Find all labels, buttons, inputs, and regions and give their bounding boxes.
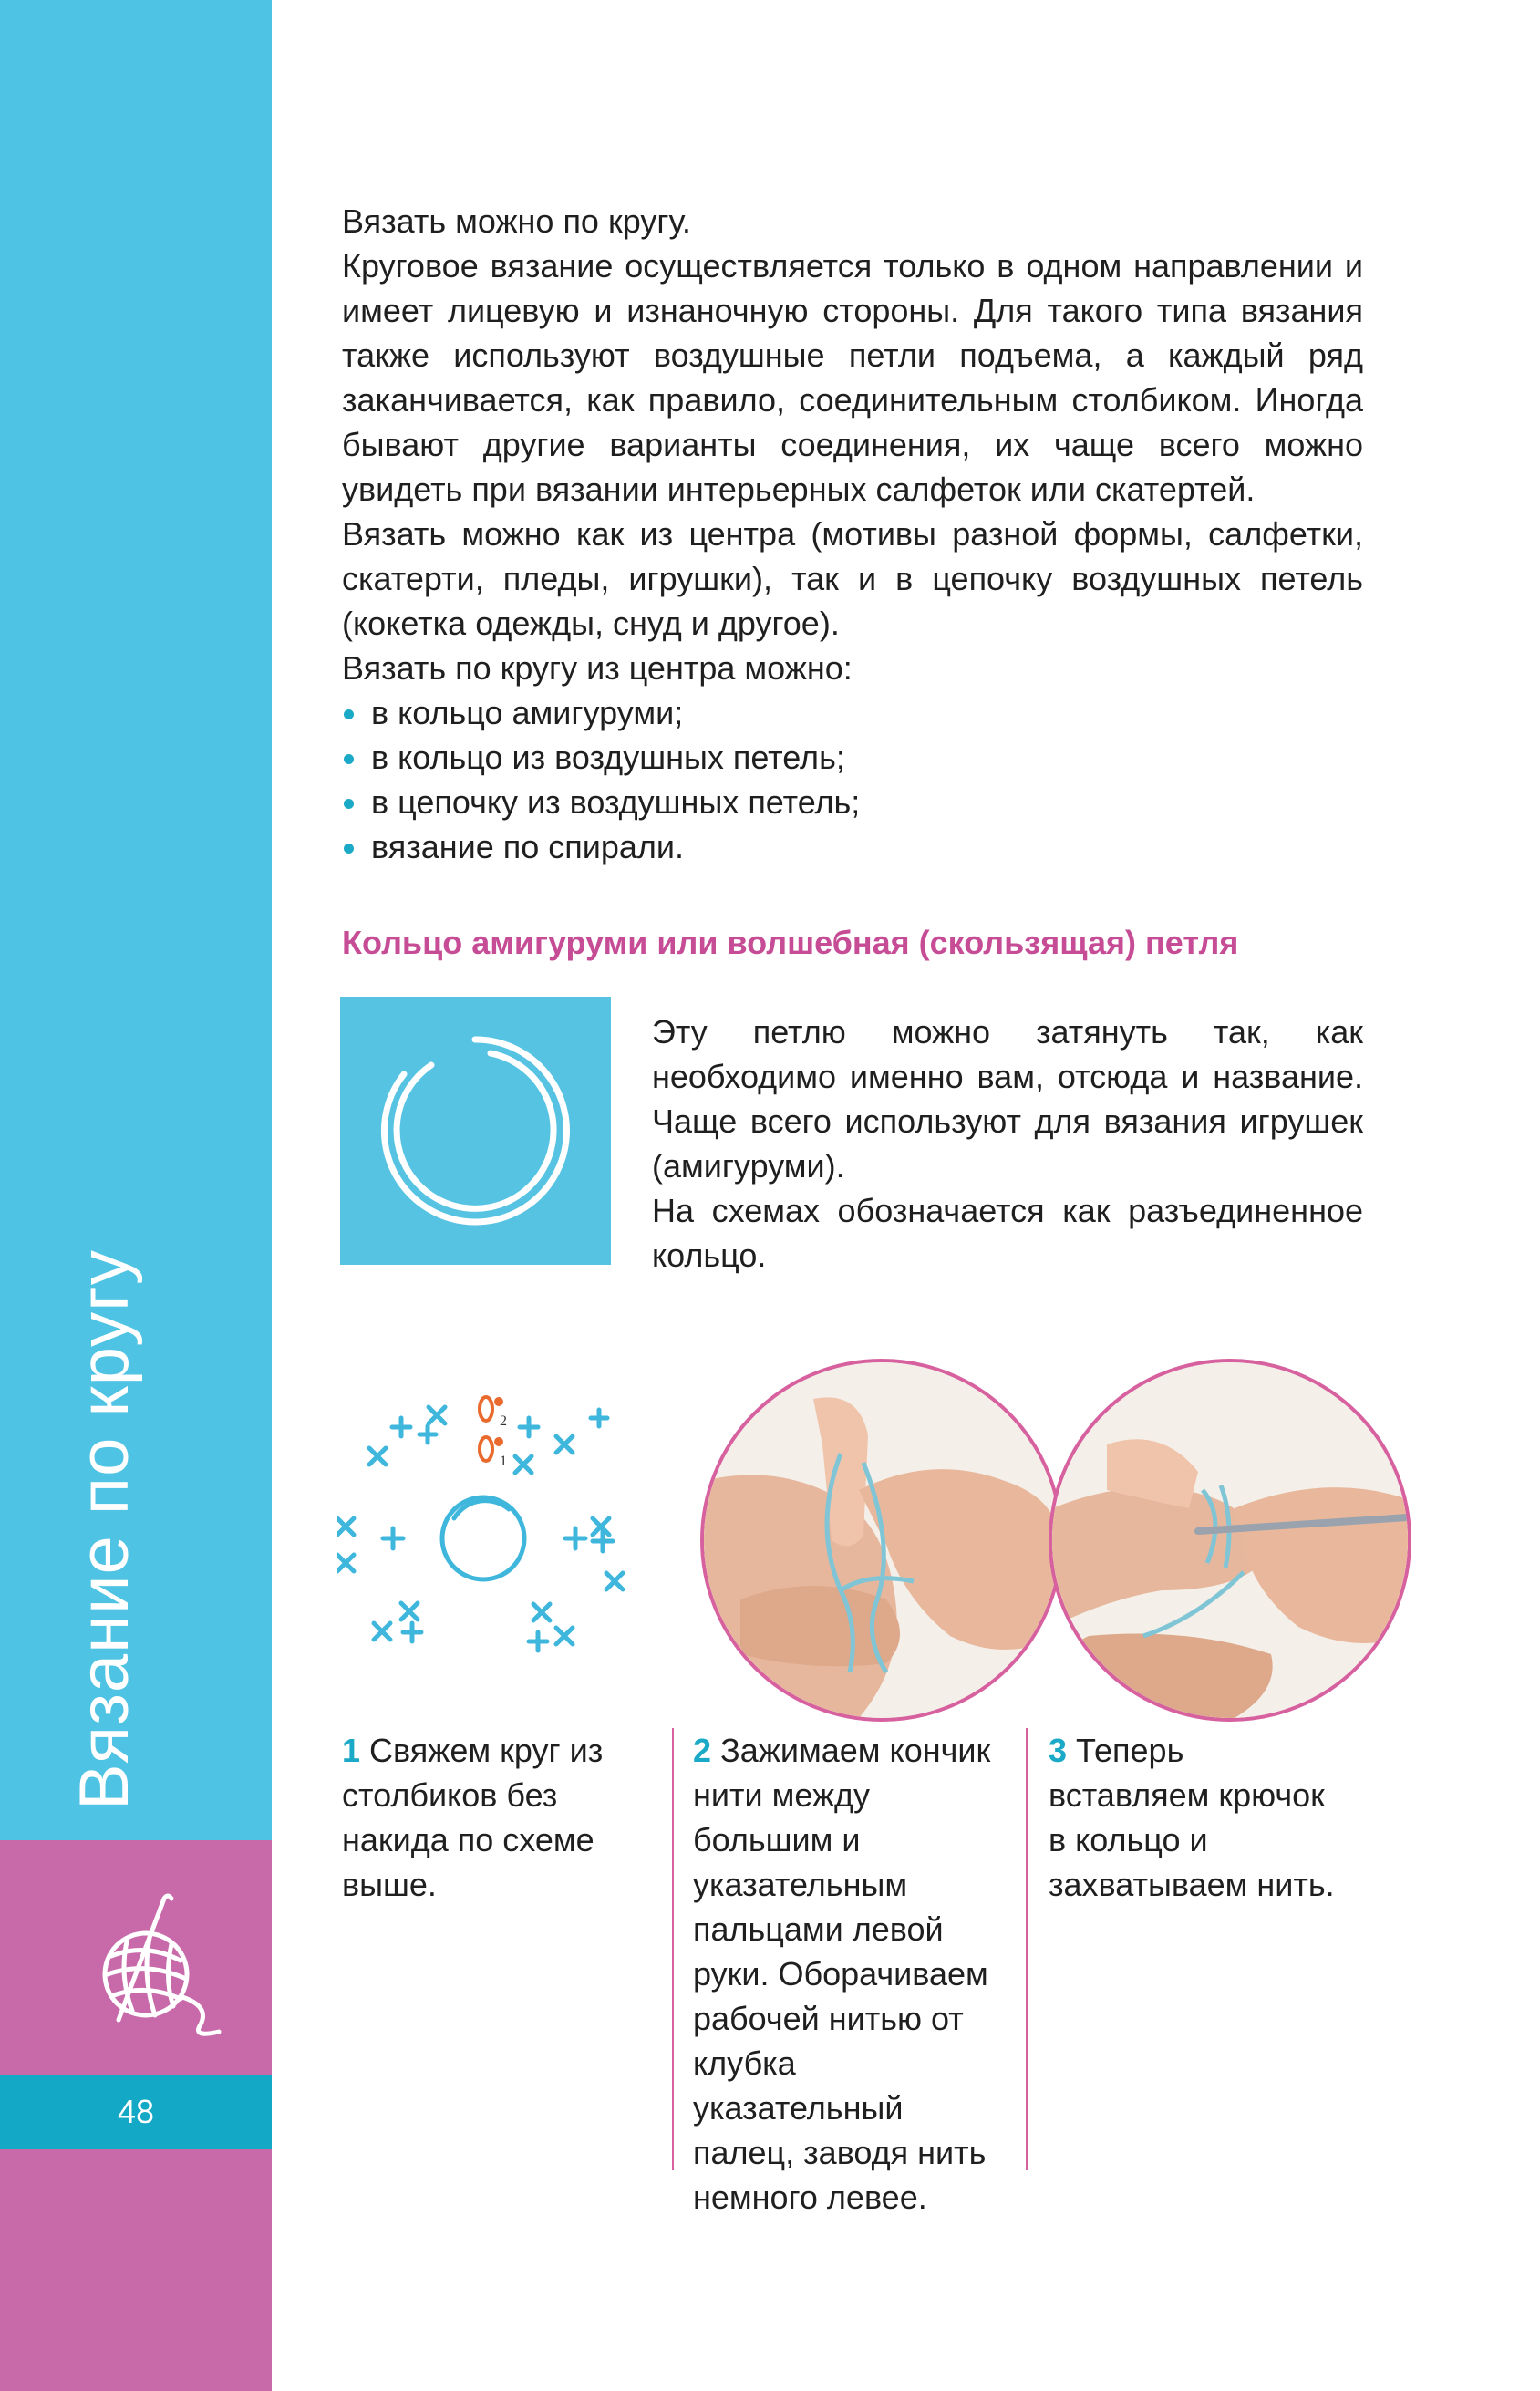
magic-ring-symbol <box>340 997 611 1265</box>
section-heading: Кольцо амигуруми или волшебная (скользящая) петля <box>342 924 1239 961</box>
intro-paragraph: Вязать по кругу из центра можно: <box>342 649 853 687</box>
step-text: Теперь вставляем крючок в кольцо и захватываем нить. <box>1049 1732 1335 1903</box>
step-number: 2 <box>693 1732 712 1769</box>
step-number: 3 <box>1049 1732 1068 1769</box>
bullet-icon <box>344 844 354 854</box>
svg-text:1: 1 <box>500 1454 507 1469</box>
section-side-title: Вязание по кругу <box>66 1249 143 1810</box>
ring-icon <box>340 997 611 1265</box>
step-number: 1 <box>342 1732 361 1769</box>
hand-hook-image <box>1052 1362 1408 1718</box>
yarn-ball-hook-icon <box>64 1888 246 2043</box>
page-number: 48 <box>117 2093 155 2130</box>
step-1 <box>342 1728 643 1907</box>
hand-yarn-image <box>704 1362 1059 1718</box>
step-2-photo <box>700 1359 1063 1722</box>
list-item: в кольцо из воздушных петель; <box>342 735 1363 780</box>
step-3-photo <box>1049 1359 1411 1722</box>
step-2 <box>693 1728 994 2220</box>
svg-text:2: 2 <box>500 1413 507 1429</box>
method-list <box>342 690 1363 869</box>
intro-paragraph: Круговое вязание осуществляется только в одном направлении и имеет лицевую и изнаночную стороны. Для такого типа вязания также используют воздушные петли подъема, а каждый ряд заканчивается, как правило, соединительным столбиком. Иногда бывают другие варианты соединения, их чаще всего можно увидеть при вязании интерьерных салфеток или скатертей. <box>342 247 1363 508</box>
bullet-icon <box>344 754 354 764</box>
intro-paragraph: Вязать можно как из центра (мотивы разной формы, салфетки, скатерти, пледы, игрушки), так и в цепочку воздушных петель (кокетка одежды, снуд и другое). <box>342 515 1363 642</box>
step-text: Зажимаем кончик нити между большим и указательным пальцами левой руки. Оборачиваем рабочей нитью от клубка указательный палец, заводя нить немного левее. <box>693 1732 991 2216</box>
column-divider <box>1026 1728 1028 2170</box>
bullet-icon <box>344 709 354 719</box>
step-text: Свяжем круг из столбиков без накида по схеме выше. <box>342 1732 604 1903</box>
column-divider <box>672 1728 674 2170</box>
crochet-scheme-diagram <box>337 1382 656 1673</box>
magic-ring-description: Эту петлю можно затянуть так, как необходимо именно вам, отсюда и название. Чаще всего используют для вязания игрушек (амигуруми). На схемах обозначается как разъединенное кольцо. <box>652 1013 1363 1274</box>
list-item: вязание по спирали. <box>342 824 1363 869</box>
intro-text <box>342 199 1363 869</box>
list-item: в цепочку из воздушных петель; <box>342 780 1363 824</box>
intro-paragraph: Вязать можно по кругу. <box>342 202 691 240</box>
list-item: в кольцо амигуруми; <box>342 690 1363 735</box>
step-3 <box>1049 1728 1349 1907</box>
bullet-icon <box>344 799 354 809</box>
sidebar-pink-footer <box>0 2149 272 2391</box>
